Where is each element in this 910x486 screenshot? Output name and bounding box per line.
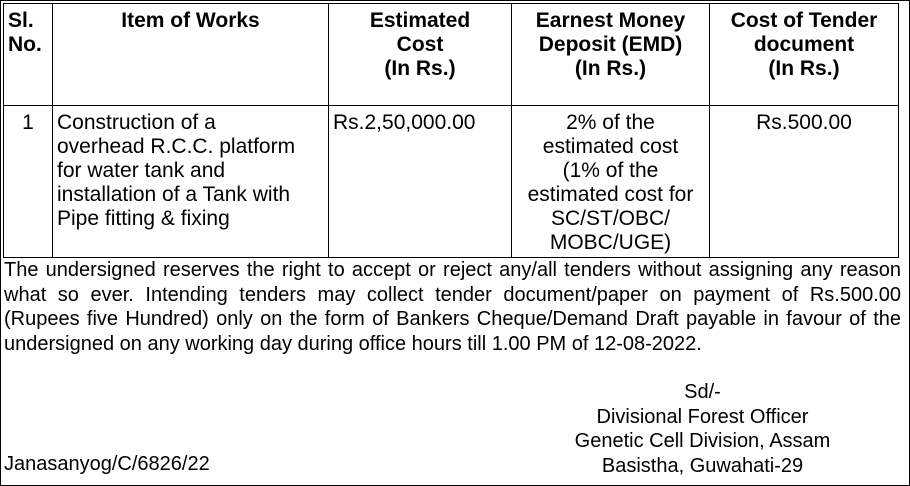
- cell-estimated-cost: Rs.2,50,000.00: [329, 106, 512, 258]
- header-sl-no: Sl. No.: [4, 4, 53, 106]
- notice-paragraph: The undersigned reserves the right to accept or reject any/all tenders without assigning any reason what so ever. Intending tenders may collect tender document/paper on payment of Rs.500.00 (Rupees five Hundred) only on the form of Bankers Cheque/Demand Draft payable in favour of the undersigned on any working day during office hours till 1.00 PM of 12-08-2022.: [4, 259, 901, 355]
- header-tender-doc-cost: Cost of Tender document (In Rs.): [710, 4, 899, 106]
- table-header-row: [4, 4, 899, 106]
- signature-block: [540, 380, 865, 478]
- tender-table: [3, 3, 899, 258]
- cell-tender-doc-cost: Rs.500.00: [710, 106, 899, 258]
- header-estimated-cost: Estimated Cost (In Rs.): [329, 4, 512, 106]
- signature-designation: Divisional Forest Officer: [596, 405, 809, 428]
- cell-sl-no: 1: [4, 106, 53, 258]
- cell-emd: 2% of the estimated cost (1% of the estimated cost for SC/ST/OBC/ MOBC/UGE): [512, 106, 710, 258]
- cell-item-of-works: Construction of a overhead R.C.C. platform for water tank and installation of a Tank with Pipe fitting & fixing: [53, 106, 329, 258]
- table-row: [4, 106, 899, 258]
- signature-sd: Sd/-: [684, 381, 721, 403]
- reference-number: Janasanyog/C/6826/22: [4, 453, 210, 475]
- header-emd: Earnest Money Deposit (EMD) (In Rs.): [512, 4, 710, 106]
- header-item-of-works: Item of Works: [53, 4, 329, 106]
- signature-division: Genetic Cell Division, Assam: [574, 430, 831, 452]
- signature-address: Basistha, Guwahati-29: [601, 454, 804, 477]
